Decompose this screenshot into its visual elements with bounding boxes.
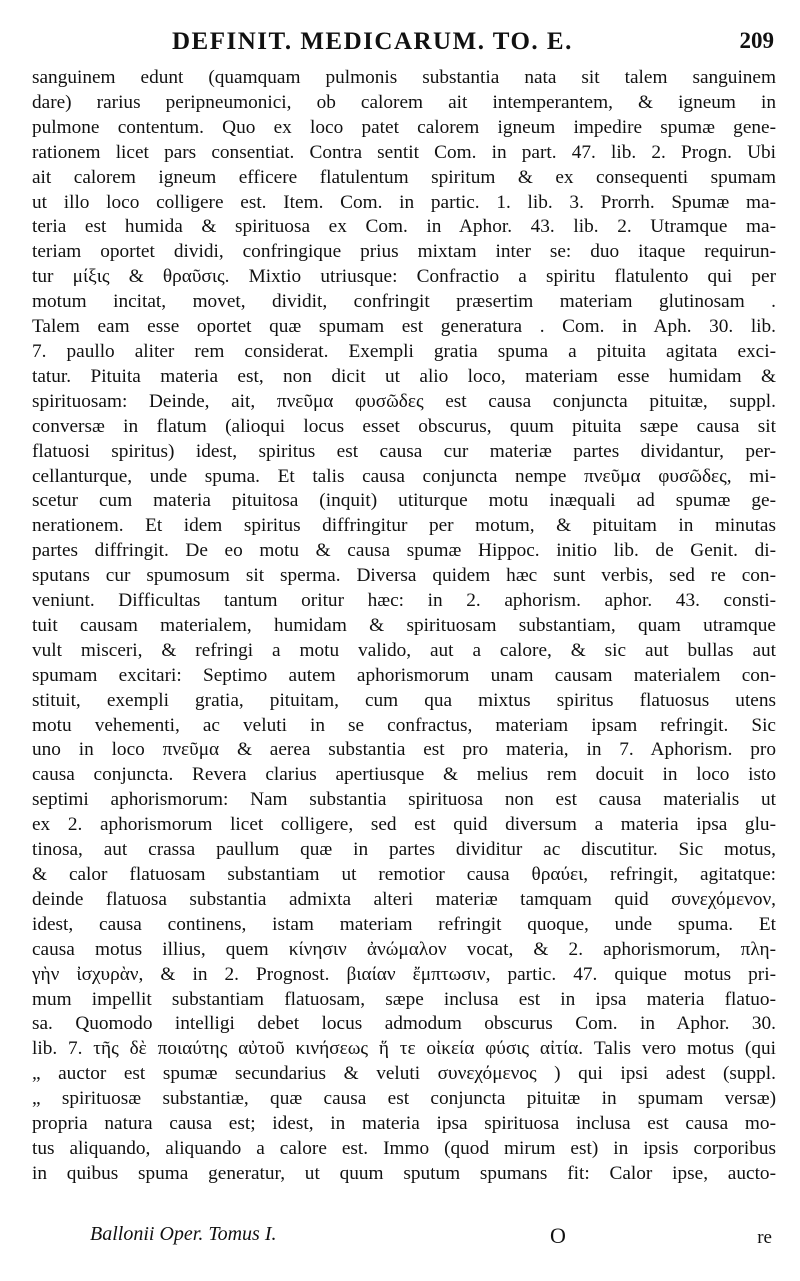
footer-author-line: Ballonii Oper. Tomus I.: [90, 1223, 277, 1245]
text-line: „ auctor est spumæ secundarius & veluti συνεχόμενος ) qui ipsi adest (suppl.: [32, 1063, 776, 1085]
text-line: ait calorem igneum efficere flatulentum spiritum & ex consequenti spumam: [32, 166, 776, 188]
text-line: „ spirituosæ substantiæ, quæ causa est conjuncta pituitæ in spumam versæ): [32, 1088, 776, 1110]
text-line: 7. paullo aliter rem considerat. Exempli gratia spuma a pituita agitata exci-: [32, 340, 776, 362]
text-line: uno in loco πνεῦμα & aerea substantia est pro materia, in 7. Aphorism. pro: [32, 739, 776, 761]
text-line: pulmone contentum. Quo ex loco patet calorem igneum impedire spumæ gene-: [32, 116, 776, 138]
text-line: & calor flatuosam substantiam ut remotior causa θραύει, refringit, agitatque:: [32, 864, 776, 885]
body-text: [32, 66, 780, 1187]
text-line: stituit, exempli gratia, pituitam, cum qua mixtus spiritus flatuosus utens: [32, 689, 776, 711]
text-line: rationem licet pars consentiat. Contra sentit Com. in part. 47. lib. 2. Progn. Ubi: [32, 141, 776, 163]
page-header: [32, 28, 780, 62]
signature-mark: O: [550, 1223, 566, 1248]
text-line: veniunt. Difficultas tantum oritur hæc: in 2. aphorism. aphor. 43. consti-: [32, 590, 776, 612]
text-line: sanguinem edunt (quamquam pulmonis substantia nata sit talem sanguinem: [32, 67, 776, 88]
text-line: flatuosi spiritus) idest, spiritus est causa cur materiæ partes dividantur, per-: [32, 440, 776, 462]
text-line: propria natura causa est; idest, in materia ipsa spirituosa inclusa est causa mo-: [32, 1113, 776, 1135]
text-line: causa motus illius, quem κίνησιν ἀνώμαλον vocat, & 2. aphorismorum, πλη-: [32, 938, 776, 960]
text-line: tinosa, aut crassa paullum quæ in partes dividitur ac discutitur. Sic motus,: [32, 839, 776, 861]
text-line: deinde flatuosa substantia admixta alteri materiæ tamquam quid συνεχόμενον,: [32, 888, 776, 910]
running-title: DEFINIT. MEDICARUM. TO. E.: [172, 28, 573, 55]
text-line: motum incitat, movet, dividit, confringit præsertim materiam glutinosam .: [32, 291, 776, 313]
text-line: in quibus spuma generatur, ut quum sputum spumans fit: Calor ipse, aucto-: [32, 1162, 776, 1184]
text-line: nerationem. Et idem spiritus diffringitur per motum, & pituitam in minutas: [32, 515, 776, 537]
text-line: vult misceri, & refringi a motu valido, aut a calore, & sic aut bullas aut: [32, 639, 776, 661]
text-line: septimi aphorismorum: Nam substantia spirituosa non est causa materialis ut: [32, 789, 776, 811]
text-line: dare) rarius peripneumonici, ob calorem ait intemperantem, & igneum in: [32, 91, 776, 113]
text-line: spumam excitari: Septimo autem aphorismorum unam causam materialem con-: [32, 664, 776, 686]
text-line: ex 2. aphorismorum licet colligere, sed est quid diversum a materia ipsa glu-: [32, 814, 776, 836]
text-line: mum impellit substantiam flatuosam, sæpe inclusa est in ipsa materia flatuo-: [32, 988, 776, 1010]
text-line: cellanturque, unde spuma. Et talis causa conjuncta nempe πνεῦμα φυσῶδες, mi-: [32, 465, 776, 487]
text-line: tur μίξις & θραῦσις. Mixtio utriusque: Confractio a spiritu flatulento qui per: [32, 266, 776, 288]
text-line: sa. Quomodo intelligi debet locus admodum obscurus Com. in Aphor. 30.: [32, 1013, 776, 1035]
text-line: partes diffringit. De eo motu & causa spumæ Hippoc. initio lib. de Genit. di-: [32, 540, 776, 562]
page-footer: [32, 1219, 780, 1259]
text-line: Talem eam esse oportet quæ spumam est generatura . Com. in Aph. 30. lib.: [32, 316, 776, 338]
text-line: ut illo loco colligere est. Item. Com. in partic. 1. lib. 3. Prorrh. Spumæ ma-: [32, 191, 776, 213]
text-line: teriam oportet dividi, confringique prius mixtam inter se: duo itaque requirun-: [32, 241, 776, 263]
text-line: lib. 7. τῆς δὲ ποιαύτης αὐτοῦ κινήσεως ἥ τε οἰκεία φύσις αἰτία. Talis vero motus (qui: [32, 1038, 776, 1060]
text-line: tus aliquando, aliquando a calore est. Immo (quod mirum est) in ipsis corporibus: [32, 1137, 776, 1159]
text-line: causa conjuncta. Revera clarius apertiusque & melius rem docuit in loco isto: [32, 764, 776, 786]
text-line: spirituosam: Deinde, ait, πνεῦμα φυσῶδες est causa conjuncta pituitæ, suppl.: [32, 390, 776, 412]
text-line: scetur cum materia pituitosa (inquit) utiturque motu inæquali ad spumæ ge-: [32, 490, 776, 512]
text-line: sputans cur spumosum sit sperma. Diversa quidem hæc sunt verbis, sed re con-: [32, 565, 776, 587]
text-line: γὴν ἰσχυρὰν, & in 2. Prognost. βιαίαν ἔμπτωσιν, partic. 47. quique motus pri-: [32, 963, 776, 985]
text-line: conversæ in flatum (alioqui locus esset obscurus, quum pituita sæpe causa sit: [32, 415, 776, 437]
page-number: 209: [739, 28, 774, 53]
text-line: tuit causam materialem, humidam & spirituosam substantiam, quam utramque: [32, 614, 776, 636]
catchword: re: [757, 1227, 772, 1248]
text-line: tatur. Pituita materia est, non dicit ut alio loco, materiam esse humidam &: [32, 365, 776, 387]
text-line: motu vehementi, ac veluti in se confractus, materiam ipsam refringit. Sic: [32, 714, 776, 736]
text-line: idest, causa continens, istam materiam refringit quoque, unde spuma. Et: [32, 913, 776, 935]
text-line: teria est humida & spirituosa ex Com. in Aphor. 43. lib. 2. Utramque ma-: [32, 216, 776, 238]
